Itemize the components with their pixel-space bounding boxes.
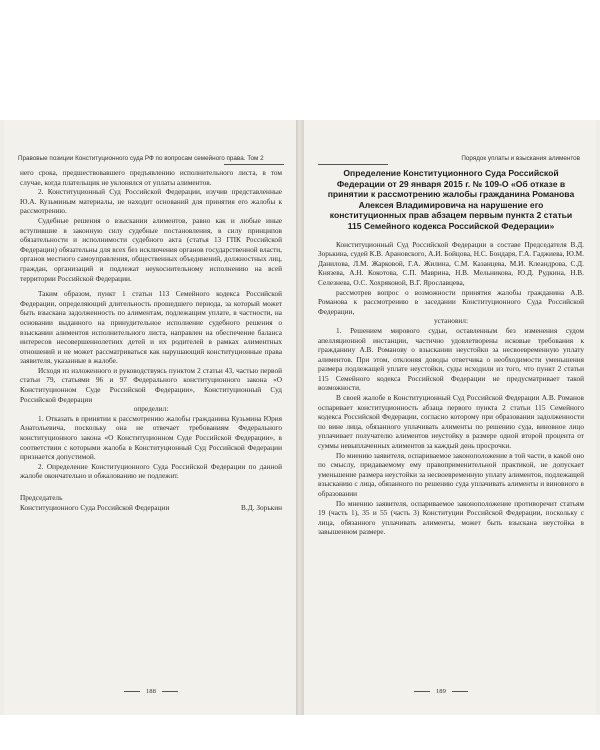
fact-paragraph: По мнению заявителя, оспариваемое законоположение в той части, в какой оно по смыслу, придаваемому ему правоприменительной практикой, не допускает уменьшение размера неустойки за несвоевременную уплату алиментов, подлежащей взысканию с лица, обязанного по решению суда уплачивать алименты и виновного в образовании [318,450,584,498]
right-page-number [414,688,468,695]
right-paragraph: Конституционный Суд Российской Федерации в составе Председателя В.Д. Зорькина, судей К.В. Арановского, А.И. Бойцова, Н.С. Бондаря, Г.А. Гаджиева, Ю.М. Данилова, Л.М. Жарковой, Г.А. Жилина, С.М. Казанцева, М.И. Клеандрова, С.Д. Князева, А.Н. Кокотова, С.П. Маврина, Н.В. Мельникова, Ю.Д. Рудкина, Н.В. Селезнева, О.С. Хохряковой, В.Г. Ярославцева, [318,239,584,287]
left-paragraph: Судебные решения о взыскании алиментов, равно как и любые иные вступившие в законную силу судебные постановления, в силу принципов обязательности и исполнимости судебного акта (статья 13 ГПК Российской Федерации) обязательны для всех без исключения органов государственной власти, органов местного самоуправления, общественных объединений, должностных лиц, граждан, организаций и подлежат неукоснительному исполнению на всей территории Российской Федерации. [20,215,282,283]
left-page-number-text: 188 [146,688,156,695]
left-paragraph: Исходя из изложенного и руководствуясь пунктом 2 статьи 43, частью первой статьи 79, статьями 96 и 97 Федерального конституционного закона «О Конституционном Суде Российской Федерации», Конституционный Суд Российской Федерации [20,365,282,404]
right-page [304,120,596,715]
left-head-rule [224,164,284,165]
established-heading: установил: [434,316,468,326]
signature-line [20,503,282,513]
book-gutter [296,120,304,715]
right-page-number-text: 189 [436,688,446,695]
left-paragraph: него срока, предшествовавшего предъявлению исполнительного листа, в том случае, когда плательщик не уклонялся от уплаты алиментов. [20,168,282,187]
right-body [318,168,584,537]
fact-paragraph: В своей жалобе в Конституционный Суд Российской Федерации А.В. Романов оспаривает конституционность абзаца первого пункта 2 статьи 115 Семейного кодекса Российской Федерации, согласно которому при образовании задолженности по вине лица, обязанного уплачивать алименты по решению суда, виновное лицо уплачивает получателю алиментов неустойку в размере одной второй процента от суммы невыплаченных алиментов за каждый день просрочки. [318,393,584,451]
book-spread [0,120,600,715]
decision-item: 2. Определение Конституционного Суда Российской Федерации по данной жалобе окончательно и обжалованию не подлежит. [20,461,282,481]
left-page-number [124,688,178,695]
document-title: Определение Конституционного Суда Российской Федерации от 29 января 2015 г. № 109-О «Об отказе в принятии к рассмотрению жалобы гражданина Романова Алексея Владимировича на нарушение его конституционных прав абзацем первым пункта 2 статьи 115 Семейного кодекса Российской Федерации» [327,168,575,231]
decision-item: 1. Отказать в принятии к рассмотрению жалобы гражданина Кузьмина Юрия Анатольевича, поскольку она не отвечает требованиям Федерального конституционного закона «О Конституционном Суде Российской Федерации», в соответствии с которыми жалоба в Конституционный Суд Российской Федерации признается допустимой. [20,413,282,462]
right-head-rule [318,164,388,165]
fact-paragraph: 1. Решением мирового судьи, оставленным без изменения судом апелляционной инстанции, частично удовлетворены исковые требования к гражданину А.В. Романову о взыскании неустойки за несвоевременную уплату алиментов. При этом, отклоняя доводы ответчика о необходимости уменьшения размера подлежащей уплате неустойки, суды исходили из того, что пункт 2 статьи 115 Семейного кодекса Российской Федерации не предусматривает такой возможности. [318,325,584,393]
left-body [20,168,282,512]
signature-court: Конституционного Суда Российской Федерации [20,502,170,512]
left-paragraph: Таким образом, пункт 1 статьи 113 Семейного кодекса Российской Федерации, определяющий длительность прошедшего периода, за который может быть взыскана задолженность по алиментам, подлежащим уплате, в частности, на основании выданного на принудительное исполнение судебного решения о взыскании алиментов исполнительного листа, направлен на обеспечение баланса интересов несовершеннолетних детей и их родителей в рамках алиментных отношений и не может рассматриваться как нарушающий конституционные права заявителя, указанные в жалобе. [20,289,282,366]
signature-name: В.Д. Зорькин [241,502,282,512]
left-page [4,120,296,715]
fact-paragraph: По мнению заявителя, оспариваемое законоположение противоречит статьям 19 (часть 1), 35 и 55 (часть 3) Конституции Российской Федерации, поскольку с лица, обязанного уплачивать алименты, может быть взыскана неустойка в завышенном размере. [318,498,584,537]
determined-heading: определил: [133,404,169,414]
right-paragraph: рассмотрев вопрос о возможности принятия жалобы гражданина А.В. Романова к рассмотрению в заседании Конституционного Суда Российской Федерации, [318,287,584,316]
right-running-head: Порядок уплаты и взыскания алиментов [461,155,580,162]
left-running-head: Правовые позиции Конституционного суда РФ по вопросам семейного права. Том 2 [18,155,264,162]
signature-title: Председатель [20,493,63,502]
left-paragraph: 2. Конституционный Суд Российской Федерации, изучив представленные Ю.А. Кузьминым материалы, не находит оснований для принятия его жалобы к рассмотрению. [20,187,282,216]
